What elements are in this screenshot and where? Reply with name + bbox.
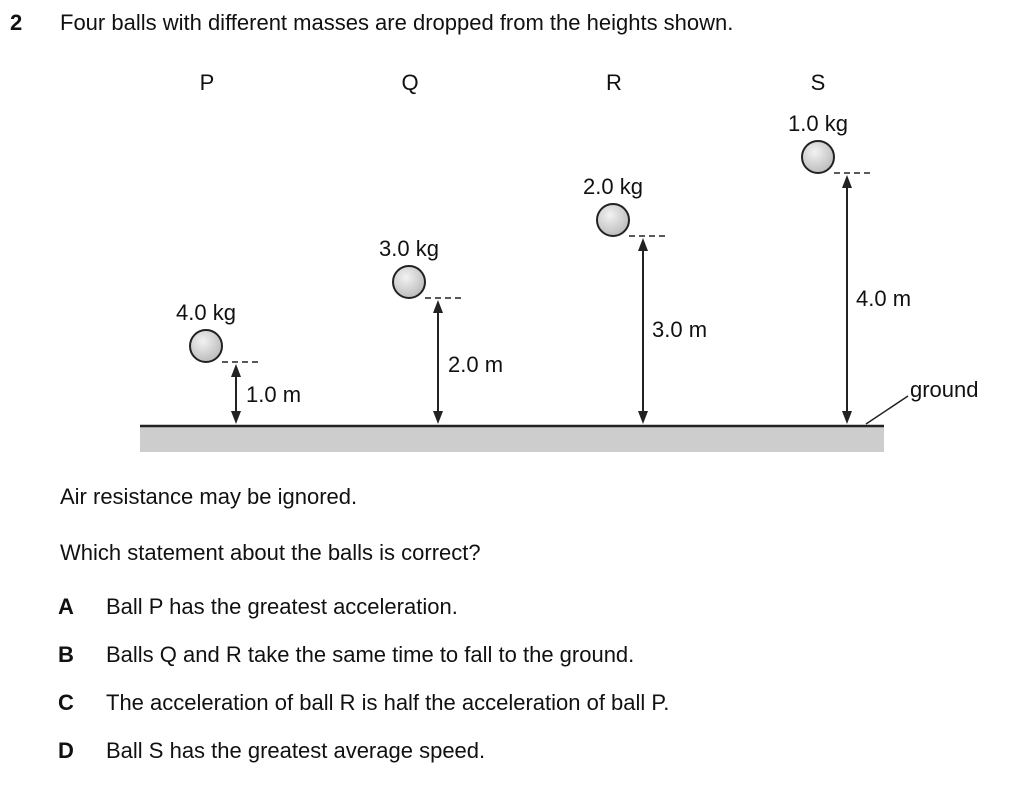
ball-p-height-label: 1.0 m — [246, 382, 302, 407]
ball-p — [190, 330, 222, 362]
ball-q-height-label: 2.0 m — [448, 352, 504, 377]
option-a[interactable] — [58, 594, 458, 620]
ball-q-label: Q — [401, 70, 419, 95]
ground-block — [140, 426, 884, 452]
question-stem: Four balls with different masses are dropped from the heights shown. — [60, 10, 734, 35]
ball-s-mass: 1.0 kg — [788, 111, 848, 136]
option-b-letter: B — [58, 642, 74, 667]
question-prompt: Which statement about the balls is correct? — [60, 540, 481, 565]
option-b[interactable] — [58, 642, 634, 668]
ball-r — [597, 204, 629, 236]
ball-r-height-arrow — [638, 238, 648, 424]
ball-q-height-arrow — [433, 300, 443, 424]
option-d-text: Ball S has the greatest average speed. — [106, 738, 486, 763]
option-c-letter: C — [58, 690, 74, 715]
ball-s-height-arrow — [842, 175, 852, 424]
ball-p-label: P — [199, 70, 215, 95]
ground-leader-line — [866, 396, 908, 424]
ball-r-height-label: 3.0 m — [652, 317, 708, 342]
ball-s — [802, 141, 834, 173]
ball-p-height-arrow — [231, 364, 241, 424]
option-b-text: Balls Q and R take the same time to fall to the ground. — [106, 642, 635, 667]
ball-q — [393, 266, 425, 298]
option-d-letter: D — [58, 738, 74, 763]
option-a-text: Ball P has the greatest acceleration. — [106, 594, 458, 619]
question-number: 2 — [10, 10, 23, 35]
ball-q-mass: 3.0 kg — [379, 236, 439, 261]
ball-s-height-label: 4.0 m — [856, 286, 912, 311]
ball-r-label: R — [606, 70, 622, 95]
option-d[interactable] — [58, 738, 485, 764]
option-a-letter: A — [58, 594, 74, 619]
option-c[interactable] — [58, 690, 669, 716]
option-c-text: The acceleration of ball R is half the acceleration of ball P. — [106, 690, 670, 715]
ground-label: ground — [910, 377, 979, 402]
ball-s-label: S — [810, 70, 826, 95]
ball-r-mass: 2.0 kg — [583, 174, 643, 199]
ball-p-mass: 4.0 kg — [176, 300, 236, 325]
air-resistance-note: Air resistance may be ignored. — [60, 484, 358, 509]
